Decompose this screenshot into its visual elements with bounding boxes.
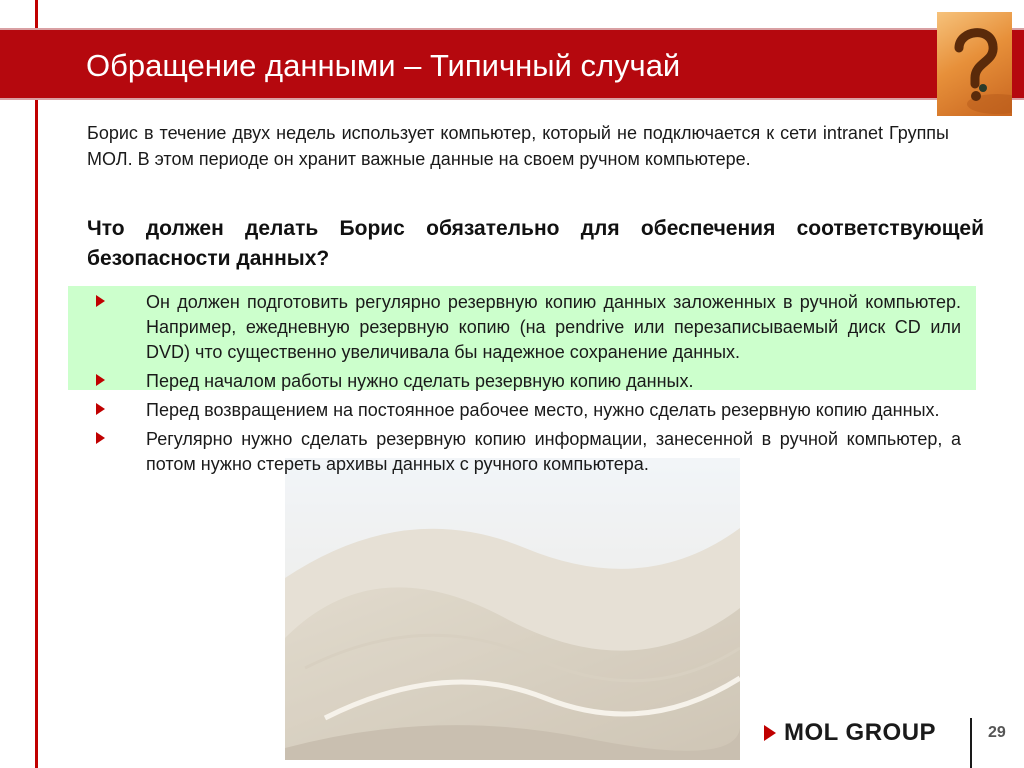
bullet-text: Он должен подготовить регулярно резервную копию данных заложенных в ручной компьютер. Например, ежедневную резервную копию (на pendrive или перезаписываемый диск CD или DVD) что существенно увеличивала бы надежное сохранение данных.: [146, 292, 961, 362]
background-photo: [285, 458, 740, 760]
triangle-bullet-icon: [96, 432, 105, 444]
triangle-bullet-icon: [96, 374, 105, 386]
slide-title: Обращение данными – Типичный случай: [86, 48, 681, 83]
intro-paragraph: Борис в течение двух недель использует компьютер, который не подключается к сети intranet Группы МОЛ. В этом периоде он хранит важные данные на своем ручном компьютере.: [87, 123, 949, 169]
logo-text: MOL GROUP: [784, 719, 937, 746]
bullet-list: [94, 290, 961, 481]
bullet-item: [94, 369, 961, 394]
triangle-bullet-icon: [96, 295, 105, 307]
mol-arrow-icon: [764, 725, 776, 741]
triangle-bullet-icon: [96, 403, 105, 415]
bullet-text: Регулярно нужно сделать резервную копию информации, занесенной в ручной компьютер, а потом нужно стереть архивы данных с ручного компьютера.: [146, 429, 961, 474]
bullet-text: Перед возвращением на постоянное рабочее место, нужно сделать резервную копию данных.: [146, 400, 940, 420]
footer-divider: [970, 718, 972, 768]
bullet-item: [94, 398, 961, 423]
question-mark-icon: [937, 12, 1012, 116]
bullet-item: [94, 427, 961, 477]
mol-group-logo: [764, 716, 936, 750]
question-heading: Что должен делать Борис обязательно для обеспечения соответствующей безопасности данных?: [87, 217, 984, 270]
left-accent-rule: [35, 0, 38, 768]
page-number: 29: [988, 724, 1006, 741]
bullet-item: [94, 290, 961, 365]
bullet-text: Перед началом работы нужно сделать резервную копию данных.: [146, 371, 694, 391]
